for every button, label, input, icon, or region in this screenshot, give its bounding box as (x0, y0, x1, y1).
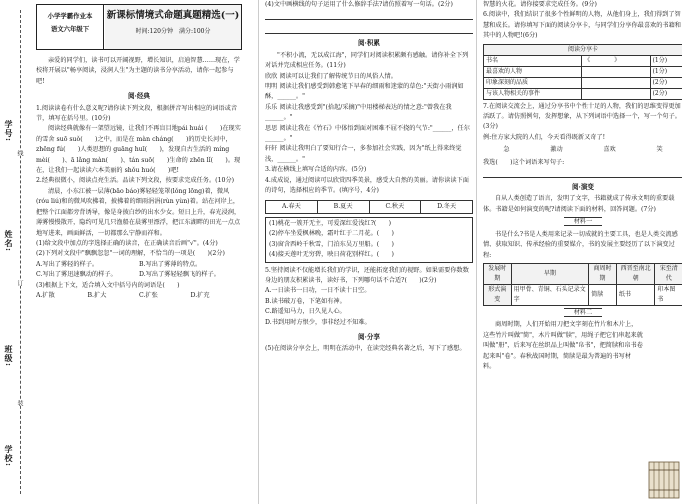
table-row (484, 263, 682, 284)
poem-line (269, 229, 469, 239)
poem-list (265, 217, 473, 263)
option[interactable]: D.书到用时方恨少，事非经过不知难。 (265, 318, 371, 326)
word-choices (483, 145, 682, 155)
question-2-sub1: (1)给文段中加点的字选择正确的读音，在正确读音后画"√"。(4分) (36, 239, 218, 247)
answer-cell[interactable] (582, 88, 650, 99)
poem-text: (2)停车坐爱枫林晚，霜叶红于二月花。( ) (269, 230, 394, 238)
option[interactable]: C.路遥知马力，日久见人心。 (265, 308, 346, 316)
table-header: 宋至清代 (655, 263, 682, 284)
answer-cell[interactable]: 《 》 (582, 55, 650, 66)
option[interactable]: A.一日读书一日功，一日不读十日空。 (265, 287, 371, 295)
question-3-intro: "不积小流，无以成江海"，同学们对阅读积累颇有感触。请你补全下列对话并完成相应任务。(11分) (265, 51, 469, 70)
season-options (265, 200, 473, 214)
option[interactable]: B.写出了雾薄的特点。 (139, 260, 202, 268)
poem-text: (3)窗含西岭千秋雪，门泊东吴万里船。( ) (269, 240, 394, 248)
table-cell: (2分) (650, 77, 682, 88)
table-cell: 印本图书 (655, 284, 682, 305)
season-option[interactable]: A.春天 (266, 201, 318, 213)
section-title-evolution: 阅·演变 (571, 183, 595, 192)
column-right (476, 0, 682, 504)
table-cell: 形式演变 (484, 284, 512, 305)
season-option[interactable]: D.冬天 (437, 202, 457, 210)
section-title-share: 阅·分享 (357, 332, 381, 341)
question-8-stem: 自从人类创造了语言，发明了文字，书籍就成了传承文明的重要载体。书籍是如何演变的呢?请阅读下面的材料，回答问题。(7分) (483, 195, 675, 213)
dialog-line: 明明 阅读让我们感受到韩愈笔下早春的细雨和迷蒙的草色:"天街小雨润如酥，______。" (265, 83, 464, 101)
question-2-sub3: (3)根据上下文，适合填入文中括号内的词语是( ) (36, 281, 180, 289)
word-choice[interactable]: 笑 (656, 146, 663, 154)
question-3a: 3.请在横线上填写合适的内容。(5分) (265, 166, 367, 174)
question-4-stem: 4.成成说，通过阅读可以欣赏四季美景，感受大自然的美丽。请你读读下面的诗句，选择相应的季节。(填序号，4分) (265, 176, 469, 195)
binding-mark-line: 线 (16, 150, 23, 156)
book-evolution-table (483, 263, 682, 306)
table-cell: (2分) (650, 88, 682, 99)
option[interactable]: D.写出了雾轻轻飘飞的样子。 (139, 271, 220, 279)
table-cell: 印象深刻的品质 (484, 77, 582, 88)
table-header: 西晋至南北朝 (616, 263, 655, 284)
season-option[interactable]: C.秋天 (370, 201, 422, 213)
table-header: 商周时期 (589, 263, 617, 284)
word-choice[interactable]: 激动 (550, 146, 563, 154)
table-cell: 用甲骨、青铜、石头记录文字 (511, 284, 589, 305)
answer-line[interactable] (265, 10, 473, 20)
bamboo-slips-illustration (647, 456, 681, 502)
dialog-line: 乐乐 阅读让我感受到"(拾起/采摘)"中用楼梯表达的情之意:"曾我在我______。" (265, 103, 452, 122)
field-student-name: 姓名: (4, 230, 14, 252)
brand-name: 小学学霸作业本 (47, 12, 93, 20)
poem-line (269, 250, 469, 260)
table-cell: (1分) (650, 55, 682, 66)
material-1-label: 材料一 (564, 217, 603, 226)
option[interactable]: B.读书破万卷，下笔如有神。 (265, 297, 346, 305)
table-cell: 简牍 (589, 284, 617, 305)
reading-share-card (483, 44, 682, 100)
intro-paragraph: 亲爱的同学们，读书可以开阔视野，增长知识，启迪智慧……现在，学校将开展以"畅享阅读，浸润人生"为主题的读书分享活动，请你一起参与吧! (36, 57, 240, 85)
question-2-stem: 2.经典很微小，阅读点亮生活。品读下列文段，按要求完成任务。(10分) (36, 177, 235, 185)
table-row (484, 88, 682, 99)
share-card-title: 阅读分享卡 (484, 44, 682, 55)
table-cell: 纸书 (616, 284, 655, 305)
table-header: 发展时期 (484, 263, 512, 284)
exam-title: 新课标情境式命题真题精选(一) (106, 10, 240, 21)
option[interactable]: B.扩大 (87, 291, 107, 299)
table-header: 早期 (511, 263, 589, 284)
answer-cell[interactable] (582, 77, 650, 88)
exam-meta: 时间:120分钟 满分:100分 (135, 28, 211, 36)
question-2-sub2: (2)下列对文段中"飘飘忽忽"一词的理解，不恰当的一项是( )(2分) (36, 250, 225, 258)
table-row (484, 284, 682, 305)
header-brand-box (37, 5, 104, 49)
binding-mark-bind: 装 (16, 400, 23, 406)
option[interactable]: A.扩散 (36, 291, 55, 299)
column-left (36, 0, 242, 504)
question-7-stem: 7.在阅读交流会上，通过分享书中个性十足的人物，我们的思维变得更加活跃了。请仿照例句，发挥想象，从下列词语中选择一个，写一个句子。(3分) (483, 102, 681, 131)
dialog-line: 思思 阅读让我在《竹石》中体悟到面对困难不屈不挠的气节:"______，任尔______。" (265, 124, 470, 143)
table-cell: (1分) (650, 66, 682, 77)
binding-strip (0, 0, 30, 504)
option[interactable]: C.扩张 (139, 291, 158, 299)
section-title-accumulate: 阅·积累 (357, 39, 381, 48)
binding-mark-order: 订 (16, 280, 23, 286)
table-row (484, 66, 682, 77)
question-2-passage: 清晨，小东江被一层薄(bāo báo)雾轻轻笼罩(lǒng lōng)着，微风(róu liú)和的微风吹拂着，披拂着的细雨涓涓(rùn yùn)着。站在河岸上，把整个江面都旁背诱导，像是身披白纱的出水少女。短日上升，春光浸润，薄雾慢慢散开，隐约可见几只渔船在晨雾里漂浮，把江东湖畔的田光一点点地写进来，画面鲜活，一切都那么宁静而祥和。 (36, 187, 241, 237)
example-sentence: 例:住方家大院的人们，今天看得既新又奇了! (483, 133, 606, 141)
column-middle (258, 0, 473, 504)
field-class: 班级: (4, 345, 14, 367)
table-row (484, 55, 682, 66)
table-cell: 与该人物相关的事件 (484, 88, 582, 99)
material-2-label: 材料二 (564, 308, 603, 317)
material-2-text: 商周时期，人们开始用刀把文字刻在竹片和木片上，这些竹片叫做"简"，木片叫做"牍"，用绳子把它们串起来就叫做"册"，后来写在丝织品上叫做"帛书"，把简牍和帛书卷起来叫"卷"。春秋战国时期，简牍是最为普遍的书写材料。 (483, 321, 643, 370)
question-6-intro: (5)在阅读分享会上，明明在活动中，在读完经典名著之后，写下了感想。 (265, 345, 466, 353)
material-1-heading (483, 217, 682, 227)
material-1-text: 书是什么?书是人类用来记录一切成就的主要工具，也是人类交流感情、获取知识、传承经验的重要媒介，书的发展主要经历了以下演变过程: (483, 230, 678, 259)
question-2-options (36, 260, 242, 281)
season-option[interactable]: B.夏天 (318, 201, 370, 213)
subject-label: 语文六年级下 (50, 25, 90, 33)
option[interactable]: A.写出了雾轻的样子。 (36, 260, 99, 268)
question-2-sub3-options (36, 291, 242, 301)
question-7-answer-prompt: 我选( )这个词语来写句子: (483, 158, 565, 166)
question-1-body: 阅读经典就像有一架望远镜，让我们不再盲目地pái huái ( )在现实的雪舍 suō suǒ( )之中，而是在 màn cháng( )的历史长河中，zhēng fú( )人类思想的 guāng huī( )，发现自古生活的 míng mèi( )、ā lǎng màn( )、tán suō( )生命的 zhēn lǐ( )。现在，让我们一起读读六本美丽的 shǒu huó( )吧! (36, 125, 241, 175)
question-5-stem: 5.坚持阅读不仅能增长我们的学识，还能拓宽我们的视野。如果需要你数数身边的朋友积累读书，读好书，下列哪句话不合适?( )(2分) (265, 266, 469, 284)
table-cell: 书名 (484, 55, 582, 66)
poem-line (269, 219, 469, 229)
question-1-stem: 1.阅读读卷有什么意义呢?请你读下列文段，根据拼音写出相应的词语或音节，填写在括号里。(10分) (36, 104, 238, 123)
field-school: 学校: (4, 445, 14, 467)
table-cell: 最喜欢的人物 (484, 66, 582, 77)
header-title-box (105, 5, 241, 49)
question-6-stem: 6.阅读中，我们结识了很多个性鲜明的人物，从他们身上，我们得到了智慧和成长。请你填写下面的阅读分享卡，与同学们分享你最喜欢的书籍和其中的人物吧!(6分) (483, 11, 681, 40)
exam-header (36, 4, 242, 50)
answer-cell[interactable] (582, 66, 650, 77)
answer-line[interactable] (265, 24, 473, 34)
continued-text: 智慧的火花。请你接要求完成任务。(9分) (483, 1, 597, 8)
table-row (484, 77, 682, 88)
dialog-line: 轩轩 阅读让我明白了要知行合一，多参加社会实践，因为"纸上得来终觉浅，______。" (265, 145, 462, 163)
answer-line[interactable] (483, 168, 682, 178)
word-choice[interactable]: 喜欢 (603, 146, 616, 154)
material-2-heading (483, 308, 682, 318)
poem-line (269, 240, 469, 250)
field-student-number: 学号: (4, 120, 14, 142)
poem-text: (1)桃花一簇开无主，可爱深红爱浅红?( ) (269, 219, 392, 227)
section-title-classics: 阅·经典 (127, 92, 151, 101)
word-choice[interactable]: 急 (503, 146, 510, 154)
poem-text: (4)接天莲叶无穷碧，映日荷花别样红。( ) (269, 251, 394, 259)
binding-dashed-line (20, 10, 21, 494)
option[interactable]: D.扩充 (190, 291, 210, 299)
question-rhetoric: (4)文中画横线的句子运用了什么修辞手法?请仿照着写一句话。(2分) (265, 1, 453, 8)
dialog-line: 欣欣 阅读可以让我们了解传统节日的风俗人情。 (265, 72, 397, 80)
option[interactable]: C.写出了雾迅速飘动的样子。 (36, 271, 117, 279)
